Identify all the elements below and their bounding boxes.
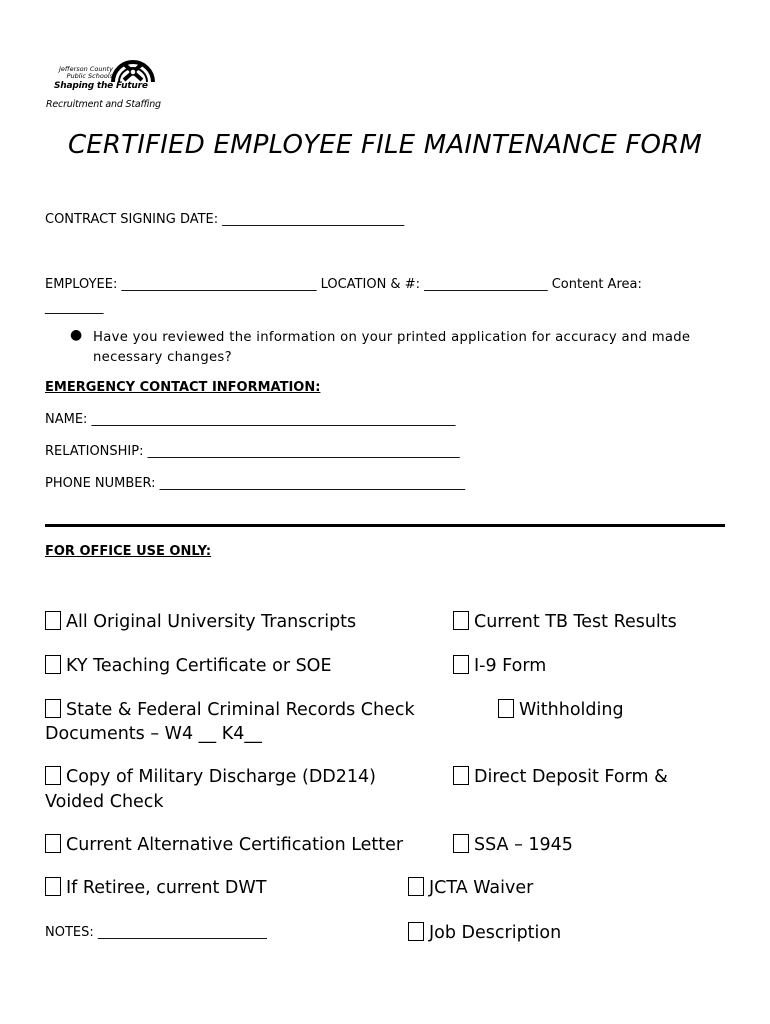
content-area-field: _________ <box>45 300 104 315</box>
checklist-item: Job Description <box>408 922 561 943</box>
checklist-item-continued: Voided Check <box>45 792 164 812</box>
contract-signing-date-field: CONTRACT SIGNING DATE: ____________________________ <box>45 212 405 227</box>
employee-location-field: EMPLOYEE: ______________________________ LOCATION & #: ___________________ Content Area: <box>45 277 642 292</box>
checklist-item: I-9 Form <box>453 655 546 676</box>
checkbox-icon <box>45 834 61 853</box>
checkbox-icon <box>45 877 61 896</box>
checklist-item: Current TB Test Results <box>453 611 677 632</box>
checklist-item: Withholding <box>498 699 624 720</box>
bullet-icon: ● <box>70 327 83 343</box>
logo-tagline: Shaping the Future <box>54 81 148 91</box>
checkbox-icon <box>453 611 469 630</box>
office-use-heading: FOR OFFICE USE ONLY: <box>45 544 212 559</box>
checkbox-icon <box>45 766 61 785</box>
checklist-item: All Original University Transcripts <box>45 611 356 632</box>
checklist-item: State & Federal Criminal Records Check <box>45 699 415 720</box>
checkbox-icon <box>453 655 469 674</box>
emergency-heading: EMERGENCY CONTACT INFORMATION: <box>45 380 321 395</box>
checkbox-icon <box>453 834 469 853</box>
checklist-item: JCTA Waiver <box>408 877 533 898</box>
checkbox-icon <box>408 877 424 896</box>
divider <box>45 524 725 527</box>
checkbox-icon <box>408 922 424 941</box>
notes-field: NOTES: __________________________ <box>45 925 267 940</box>
form-title: CERTIFIED EMPLOYEE FILE MAINTENANCE FORM <box>67 130 703 160</box>
emergency-phone-field: PHONE NUMBER: _______________________________________________ <box>45 476 466 491</box>
logo-subtitle: Recruitment and Staffing <box>46 99 161 110</box>
checklist-item-continued: Documents – W4 __ K4__ <box>45 724 262 744</box>
checklist-item: Current Alternative Certification Letter <box>45 834 403 855</box>
checkbox-icon <box>45 611 61 630</box>
checkbox-icon <box>45 655 61 674</box>
emergency-relationship-field: RELATIONSHIP: ________________________________________________ <box>45 444 460 459</box>
checklist-item: Copy of Military Discharge (DD214) <box>45 766 376 787</box>
district-logo <box>46 54 170 112</box>
checklist-item: SSA – 1945 <box>453 834 573 855</box>
checklist-item: KY Teaching Certificate or SOE <box>45 655 332 676</box>
checklist-item: Direct Deposit Form & <box>453 766 668 787</box>
checkbox-icon <box>453 766 469 785</box>
logo-district-name: Jefferson County Public Schools <box>59 65 113 80</box>
checkbox-icon <box>498 699 514 718</box>
emergency-name-field: NAME: ________________________________________________________ <box>45 412 456 427</box>
logo-emblem-icon <box>110 54 156 84</box>
checkbox-icon <box>45 699 61 718</box>
checklist-item: If Retiree, current DWT <box>45 877 266 898</box>
review-question: Have you reviewed the information on your printed application for accuracy and made necessary changes? <box>93 330 691 365</box>
